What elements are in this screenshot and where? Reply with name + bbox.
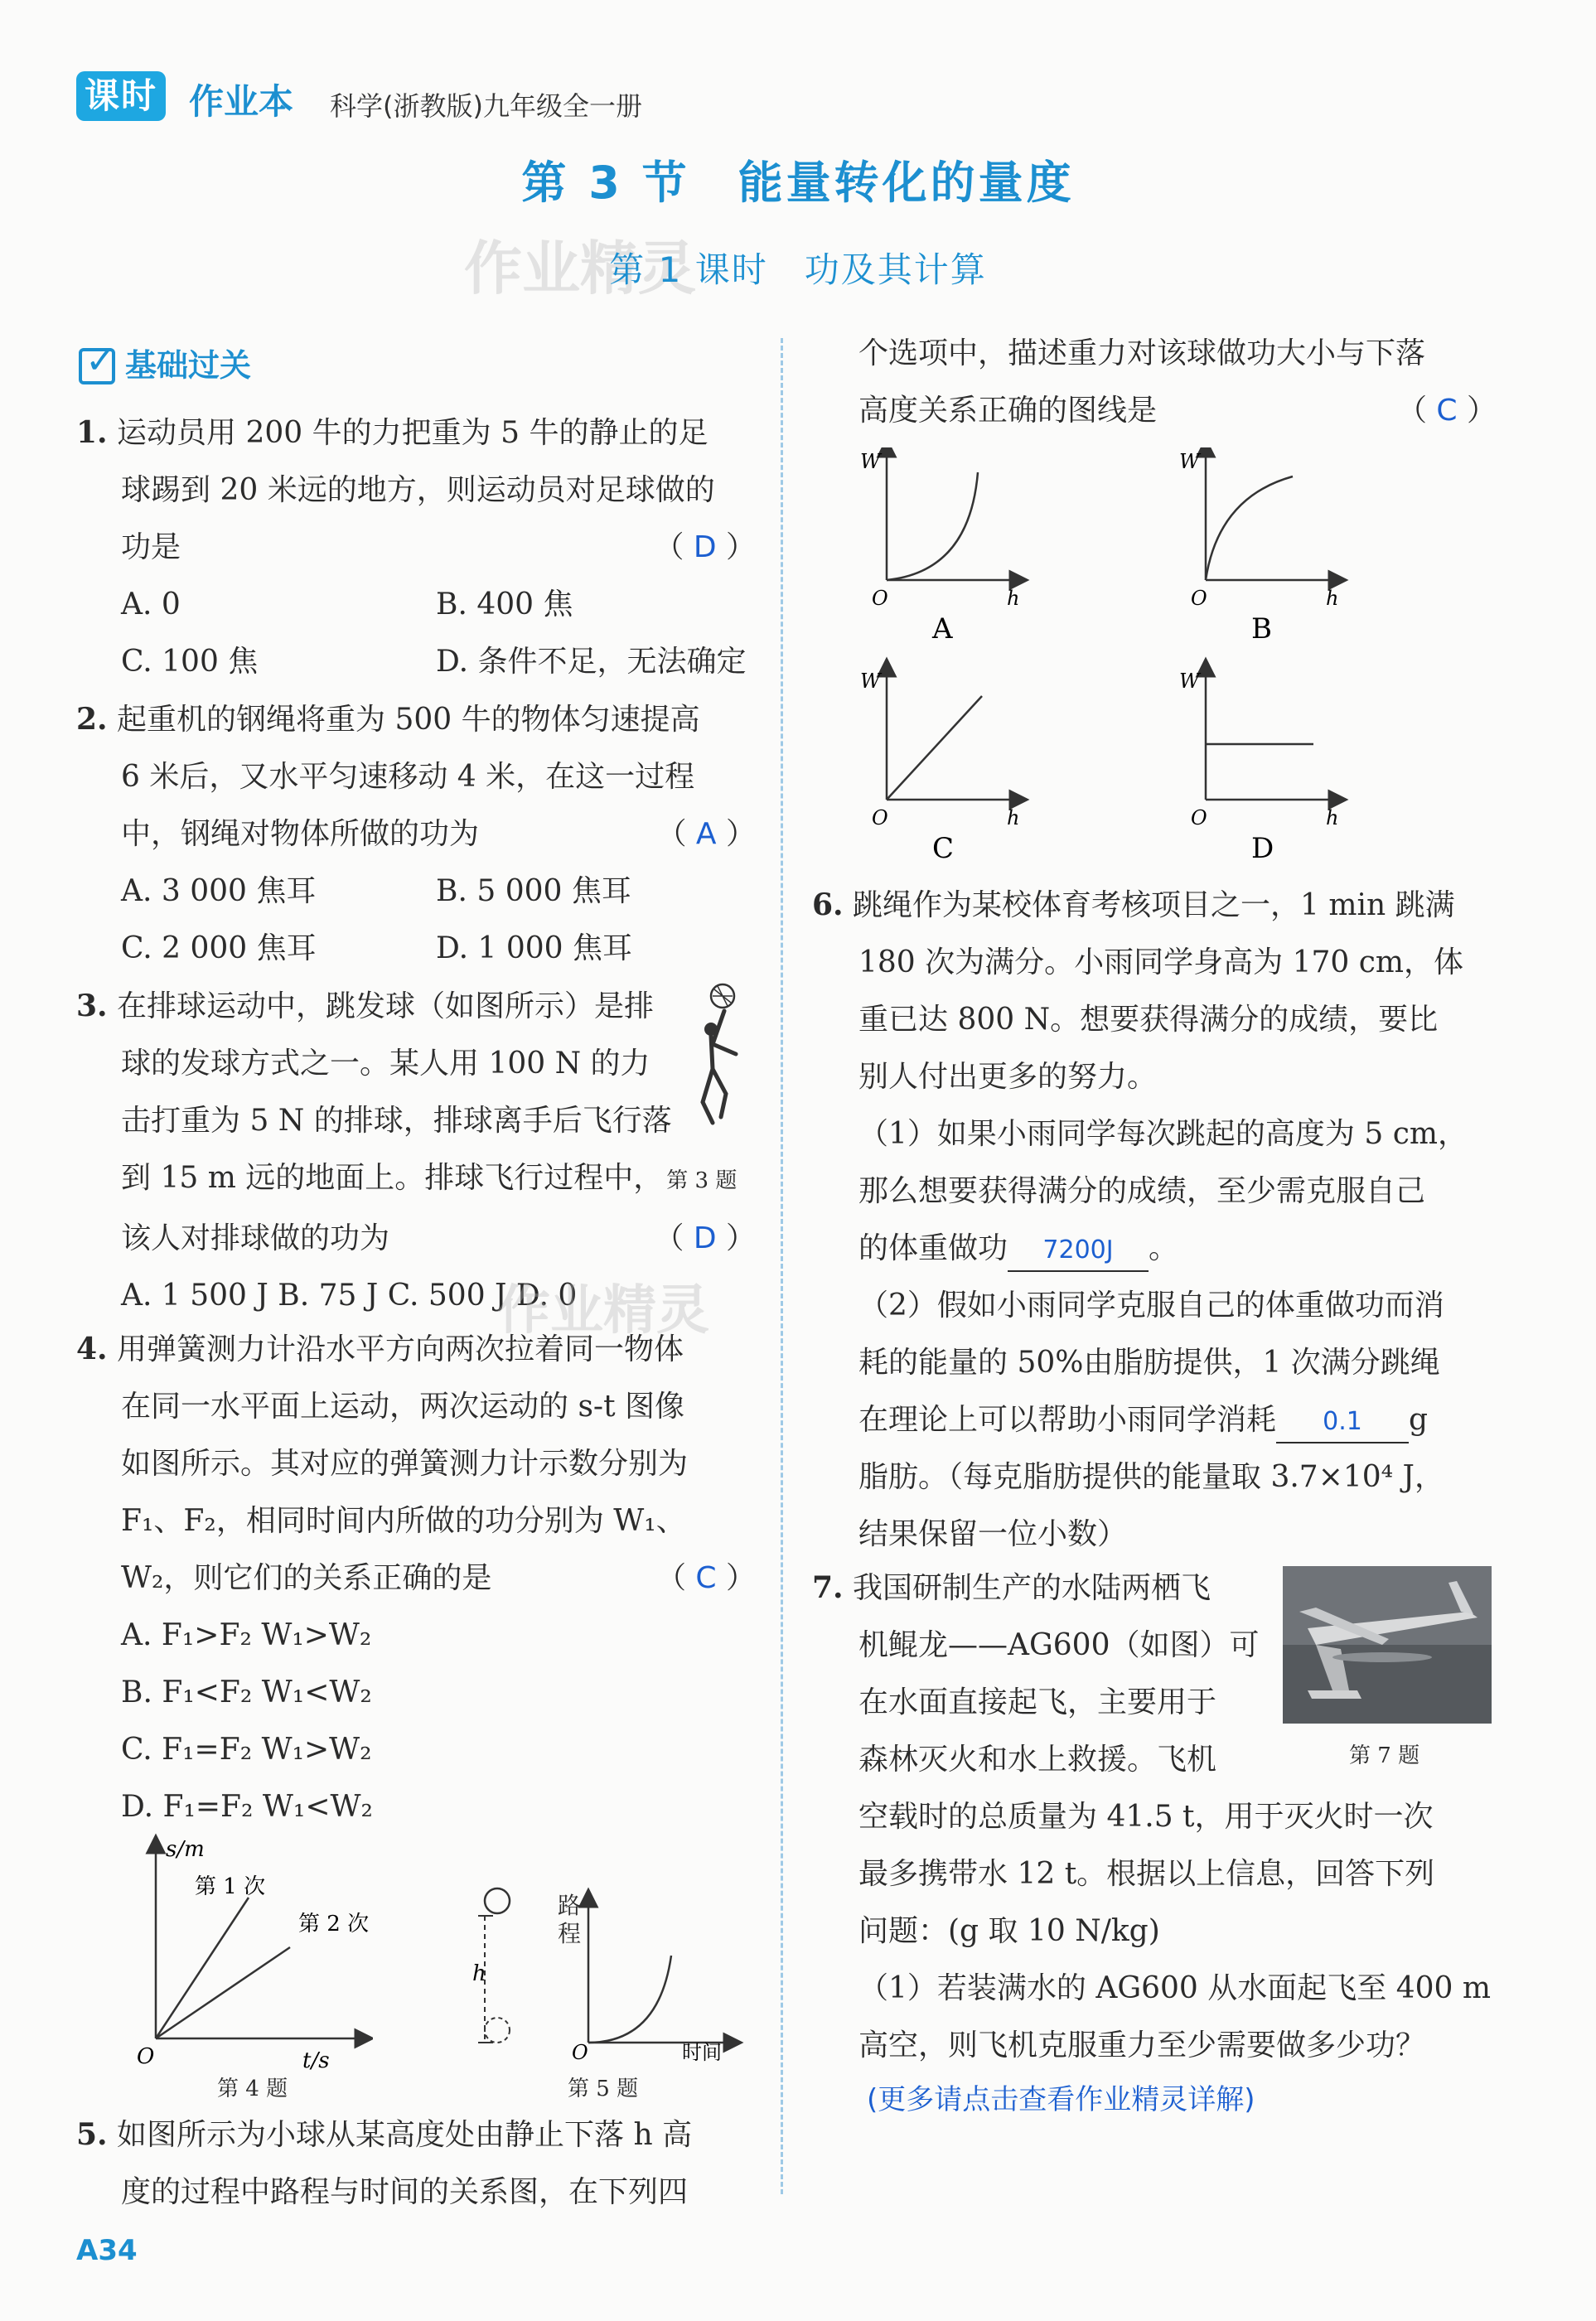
more-details-link[interactable]: (更多请点击查看作业精灵详解) <box>867 2083 1255 2116</box>
q4-series-2-label: 第 2 次 <box>298 1912 370 1937</box>
question-3: 3. 在排球运动中，跳发球（如图所示）是排 球的发球方式之一。某人用 100 N 的力 击打重为 5 N 的排球，排球离手后飞行落 到 15 m 远的地面上。排球飞行过程中， 第 3 题 该人对排球做的功为 （ D ） A. 1 500 J B. 75 J C. 500 J D. 0 <box>76 989 756 1313</box>
q5-falling-ball-figure <box>460 1881 750 2063</box>
answer-1: D <box>693 530 717 564</box>
graph-d <box>1179 667 1338 865</box>
brand-logo: 课时 <box>76 71 166 121</box>
figure-caption-4: 第 4 题 <box>217 2077 288 2101</box>
graph-c <box>860 667 1019 865</box>
question-1: 1. 运动员用 200 牛的力把重为 5 牛的静止的足 球踢到 20 米远的地方，则运动员对足球做的 功是 （ D ） A. 0 B. 400 焦 C. 100 焦 D. 条件不足，无法确定 <box>76 415 756 679</box>
graph-b-x: h <box>1326 587 1339 610</box>
graph-b-y: W <box>1179 450 1200 473</box>
watermark-2: 作业精灵 <box>497 1280 709 1342</box>
graph-b <box>1179 447 1338 646</box>
question-5: 5. 如图所示为小球从某高度处由静止下落 h 高 度的过程中路程与时间的关系图，在下列四 <box>76 2117 693 2209</box>
q5-origin: O <box>572 2041 588 2063</box>
graph-a-origin: O <box>872 587 888 610</box>
brand-name: 作业本 <box>189 81 294 122</box>
graph-c-origin: O <box>872 806 888 829</box>
answer-3: D <box>693 1221 717 1255</box>
graph-c-x: h <box>1007 806 1020 829</box>
figure-caption-7: 第 7 题 <box>1349 1743 1420 1768</box>
answer-blank-1[interactable]: 7200J <box>1008 1231 1149 1272</box>
answer-2: A <box>695 817 717 851</box>
volleyball-player-figure <box>688 978 762 1135</box>
q4-x-label: t/s <box>302 2048 330 2072</box>
book-info: 科学(浙教版)九年级全一册 <box>330 90 642 122</box>
graph-b-label: B <box>1251 612 1272 646</box>
q4-st-graph <box>124 1831 373 2072</box>
series-line-2 <box>156 1947 290 2038</box>
question-4: 4. 用弹簧测力计沿水平方向两次拉着同一物体 在同一水平面上运动，两次运动的 s-t 图像 如图所示。其对应的弹簧测力计示数分别为 F₁、F₂，相同时间内所做的功分别为 W₁、 W₂，则它们的关系正确的是 （ C ） A. F₁>F₂ W₁>W₂ B. F₁<F₂ W₁<W₂ C. F₁=F₂ W₁>W₂ D. F₁=F₂ W₁<W₂ <box>76 1332 756 1824</box>
graph-c-label: C <box>932 832 955 865</box>
q5-x-label: 时间 <box>682 2041 722 2063</box>
question-2: 2. 起重机的钢绳将重为 500 牛的物体匀速提高 6 米后，又水平匀速移动 4 米，在这一过程 中，钢绳对物体所做的功为 （ A ） A. 3 000 焦耳 B. 5 000 焦耳 C. 2 000 焦耳 D. 1 000 焦耳 <box>76 702 756 965</box>
figure-caption-3: 第 3 题 <box>666 1168 738 1193</box>
page-title: 第 3 节 能量转化的量度 <box>521 157 1075 209</box>
page-number: A34 <box>76 2234 138 2267</box>
graph-a-y: W <box>860 450 881 473</box>
graph-c-y: W <box>860 670 881 693</box>
graph-a <box>860 447 1019 646</box>
checkbox-icon: ✓ <box>79 348 115 384</box>
q4-origin: O <box>137 2044 155 2069</box>
q5-height-label: h <box>472 1961 486 1986</box>
graph-d-label: D <box>1251 832 1274 865</box>
q5-y-label: 路程 <box>558 1892 582 1947</box>
answer-blank-2[interactable]: 0.1 <box>1276 1402 1409 1443</box>
figure-caption-5: 第 5 题 <box>568 2077 639 2101</box>
section-title: ✓ 基础过关 <box>79 340 251 385</box>
graph-d-origin: O <box>1191 806 1207 829</box>
question-6: 6. 跳绳作为某校体育考核项目之一，1 min 跳满 180 次为满分。小雨同学身高为 170 cm，体 重已达 800 N。想要获得满分的成绩，要比 别人付出更多的努力。 （1）如果小雨同学每次跳起的高度为 5 cm， 那么想要获得满分的成绩，至少需克服自己 的体重做功 7200J 。 （2）假如小雨同学克服自己的体重做功而消 耗的能量的 50%由脂肪提供，1 次满分跳绳 在理论上可以帮助小雨同学消耗 0.1 g 脂肪。（每克脂肪提供的能量取 3.7×10⁴ J， 结果保留一位小数） <box>812 887 1468 1551</box>
q4-y-label: s/m <box>166 1837 205 1862</box>
graph-a-x: h <box>1007 587 1020 610</box>
graph-a-label: A <box>932 612 953 646</box>
column-divider <box>781 338 783 2194</box>
q5-option-graphs <box>854 447 1500 870</box>
graph-d-x: h <box>1326 806 1339 829</box>
graph-b-origin: O <box>1191 587 1207 610</box>
watermark: 作业精灵 <box>464 235 696 302</box>
graph-d-y: W <box>1179 670 1200 693</box>
series-line-1 <box>156 1898 249 2038</box>
question-5-continued: 个选项中，描述重力对该球做功大小与下落 高度关系正确的图线是 （ C ） <box>858 336 1497 428</box>
page-subtitle: 第 1 课时 功及其计算 <box>609 249 987 290</box>
answer-5: C <box>1436 394 1458 428</box>
question-7: 7. 我国研制生产的水陆两栖飞 机鲲龙——AG600（如图）可 在水面直接起飞，主要用于 森林灭火和水上救援。飞机 空载时的总质量为 41.5 t，用于灭火时一次 最多携带水 12 t。根据以上信息，回答下列 问题：(g 取 10 N/kg) （1）若装满水的 AG600 从水面起飞至 400 m 高空，则飞机克服重力至少需要做多少功？ <box>812 1570 1491 2062</box>
q5-curve <box>588 1956 671 2043</box>
q4-series-1-label: 第 1 次 <box>195 1874 266 1899</box>
answer-4: C <box>695 1561 717 1595</box>
